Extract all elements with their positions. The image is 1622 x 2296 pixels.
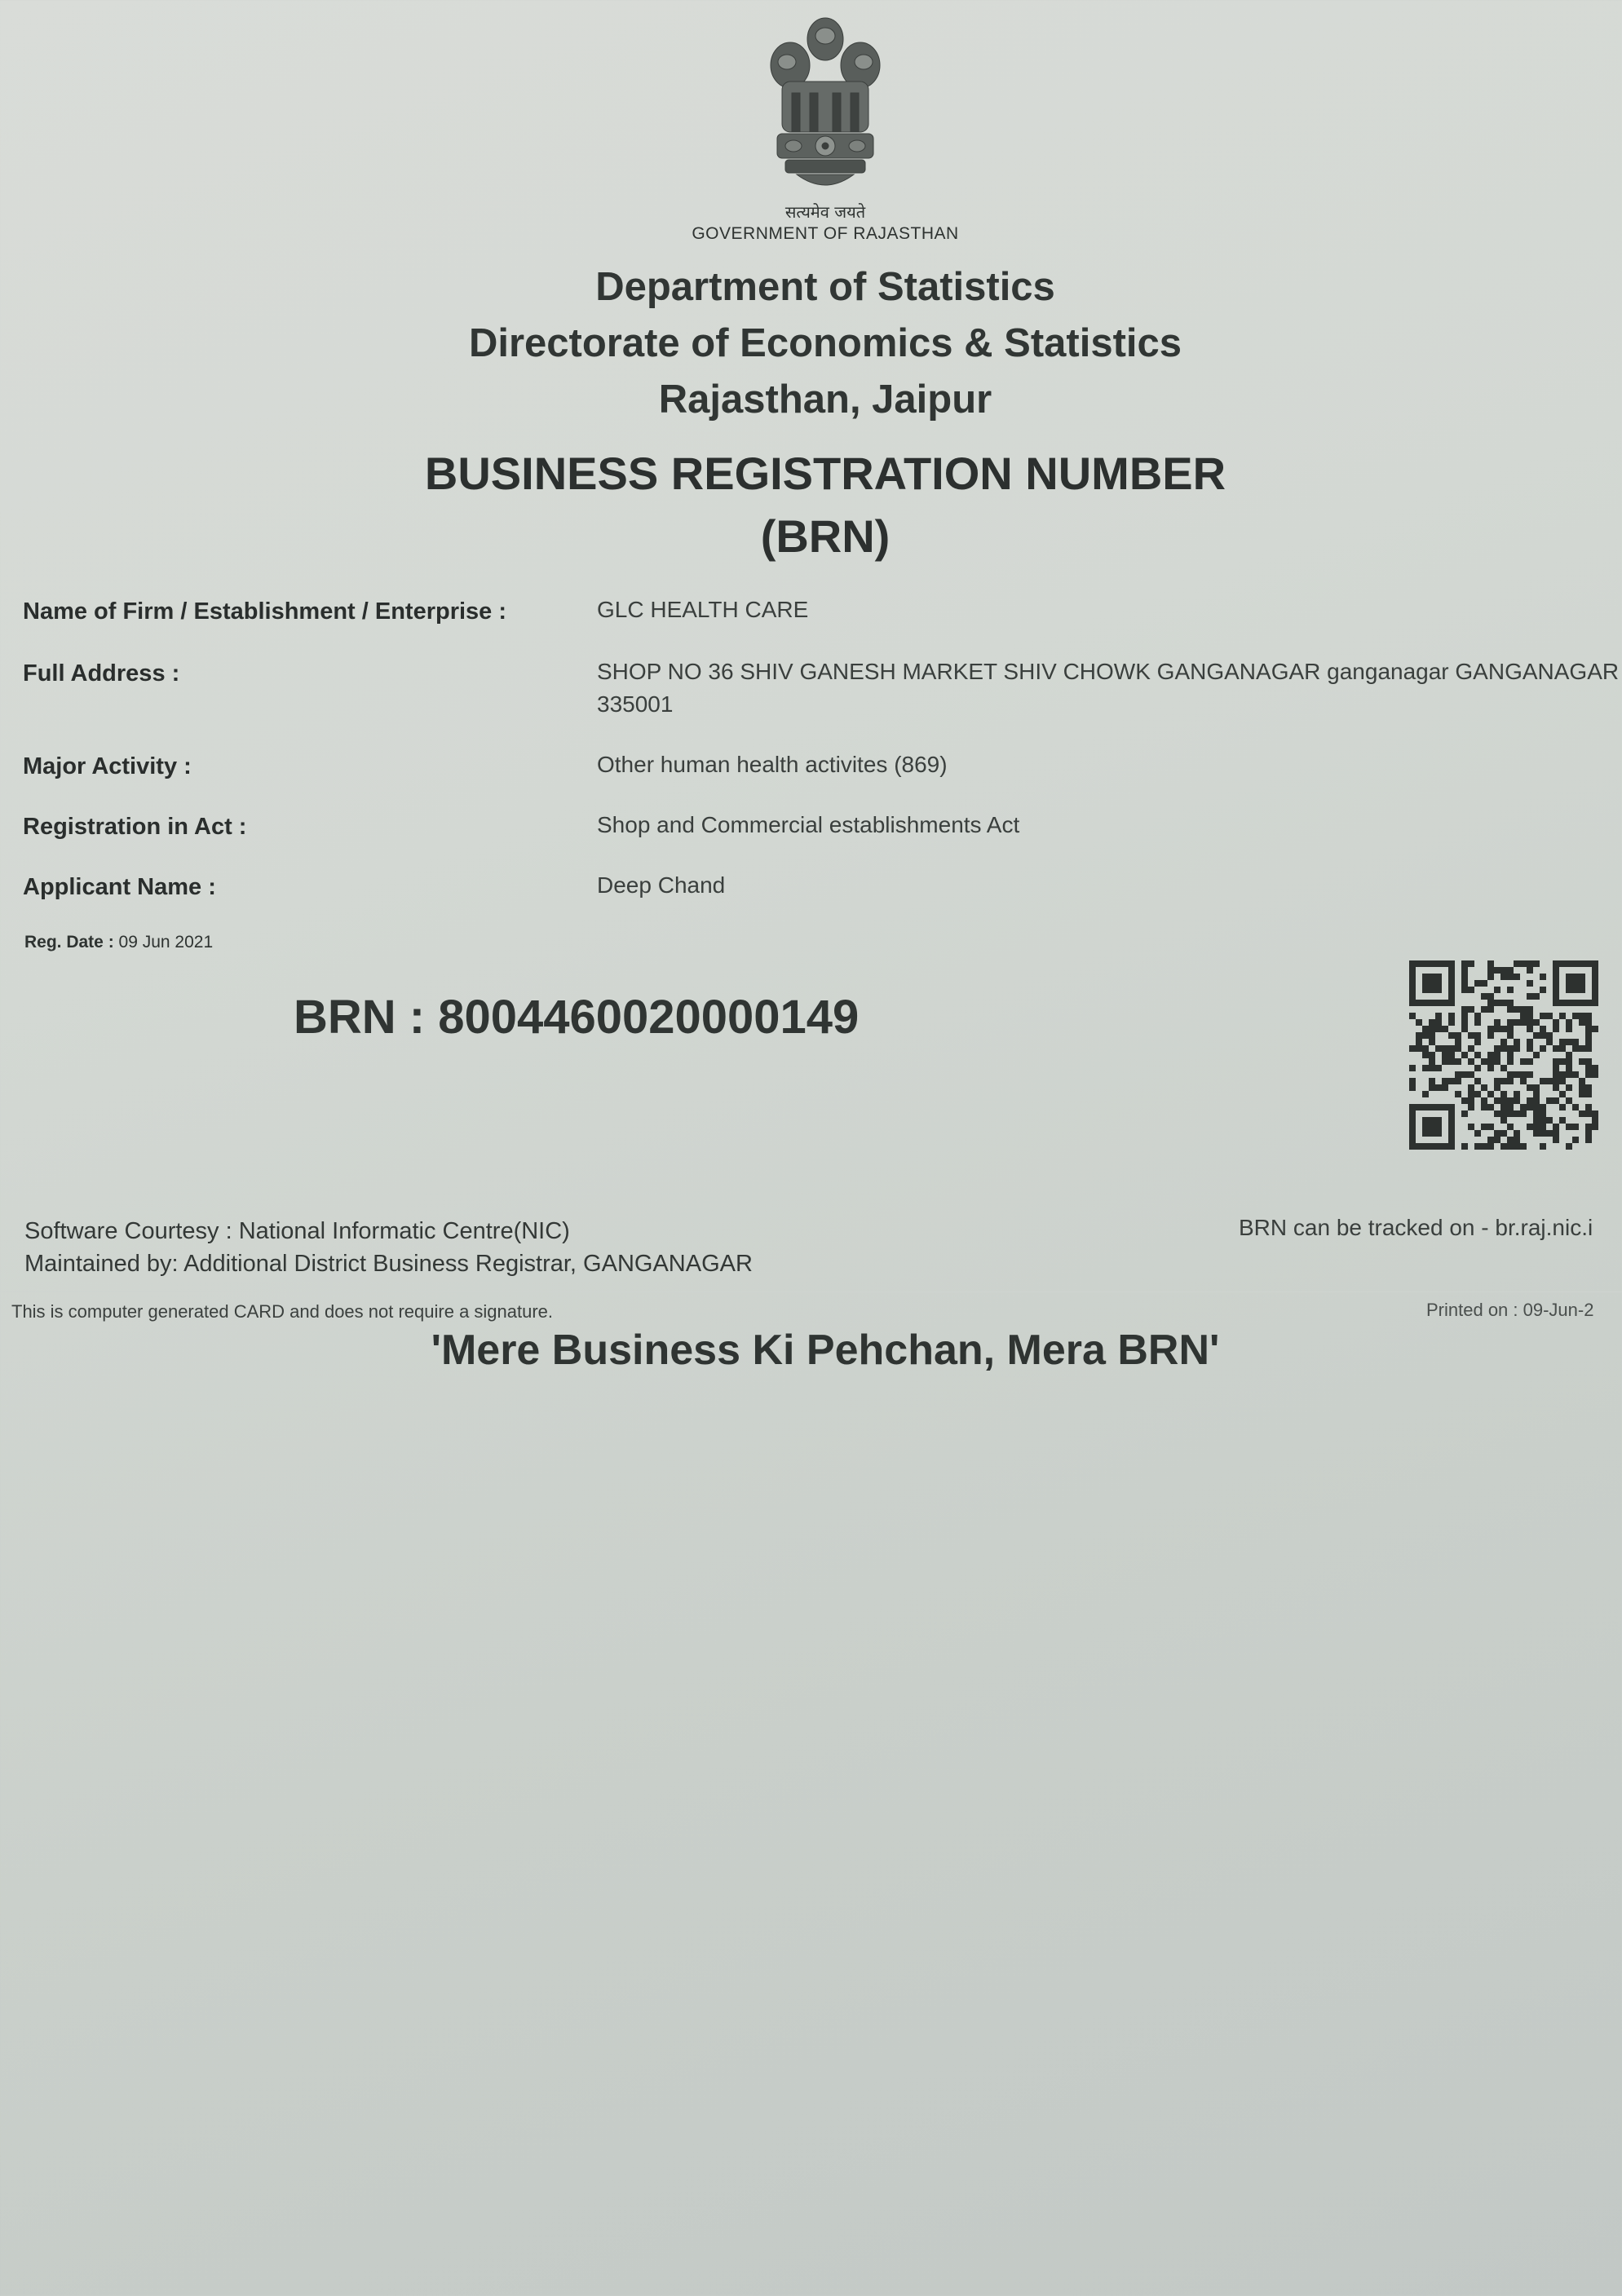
printed-on: Printed on : 09-Jun-2 <box>1426 1300 1594 1320</box>
government-name: GOVERNMENT OF RAJASTHAN <box>692 224 959 243</box>
brn-number: BRN : 8004460020000149 <box>294 991 860 1044</box>
ashoka-emblem-icon <box>764 15 886 196</box>
slogan: 'Mere Business Ki Pehchan, Mera BRN' <box>431 1327 1220 1374</box>
registration-date-value: 09 Jun 2021 <box>118 933 214 952</box>
computer-generated-note: This is computer generated CARD and does not require a signature. <box>11 1301 554 1322</box>
software-courtesy: Software Courtesy : National Informatic Centre(NIC) <box>24 1218 570 1244</box>
firm-name-value: GLC HEALTH CARE <box>597 597 809 622</box>
address-value-line2: 335001 <box>597 691 674 717</box>
registration-date-label: Reg. Date : <box>24 933 114 952</box>
registration-act-label: Registration in Act : <box>23 814 247 840</box>
certificate-subtitle: (BRN) <box>760 510 891 562</box>
major-activity-value: Other human health activites (869) <box>597 752 948 777</box>
emblem-container <box>0 15 1622 196</box>
software-courtesy-block <box>24 1215 753 1280</box>
location-title: Rajasthan, Jaipur <box>658 378 992 422</box>
emblem-motto: सत्यमेव जयते <box>784 202 866 222</box>
registration-date <box>24 933 213 952</box>
major-activity-label: Major Activity : <box>23 753 192 779</box>
address-value-line1: SHOP NO 36 SHIV GANESH MARKET SHIV CHOWK GANGANAGAR ganganagar GANGANAGAR <box>597 659 1620 684</box>
certificate-title: BUSINESS REGISTRATION NUMBER <box>424 448 1226 499</box>
qr-code-icon <box>1409 960 1602 1150</box>
applicant-name-value: Deep Chand <box>597 872 726 898</box>
tracking-info: BRN can be tracked on - br.raj.nic.i <box>1239 1215 1593 1240</box>
directorate-title: Directorate of Economics & Statistics <box>468 321 1182 365</box>
address-label: Full Address : <box>23 660 180 687</box>
department-title: Department of Statistics <box>595 265 1055 309</box>
registration-act-value: Shop and Commercial establishments Act <box>597 812 1020 837</box>
firm-name-label: Name of Firm / Establishment / Enterprise : <box>23 598 507 625</box>
applicant-name-label: Applicant Name : <box>23 874 216 900</box>
maintained-by: Maintained by: Additional District Business Registrar, GANGANAGAR <box>24 1251 753 1277</box>
